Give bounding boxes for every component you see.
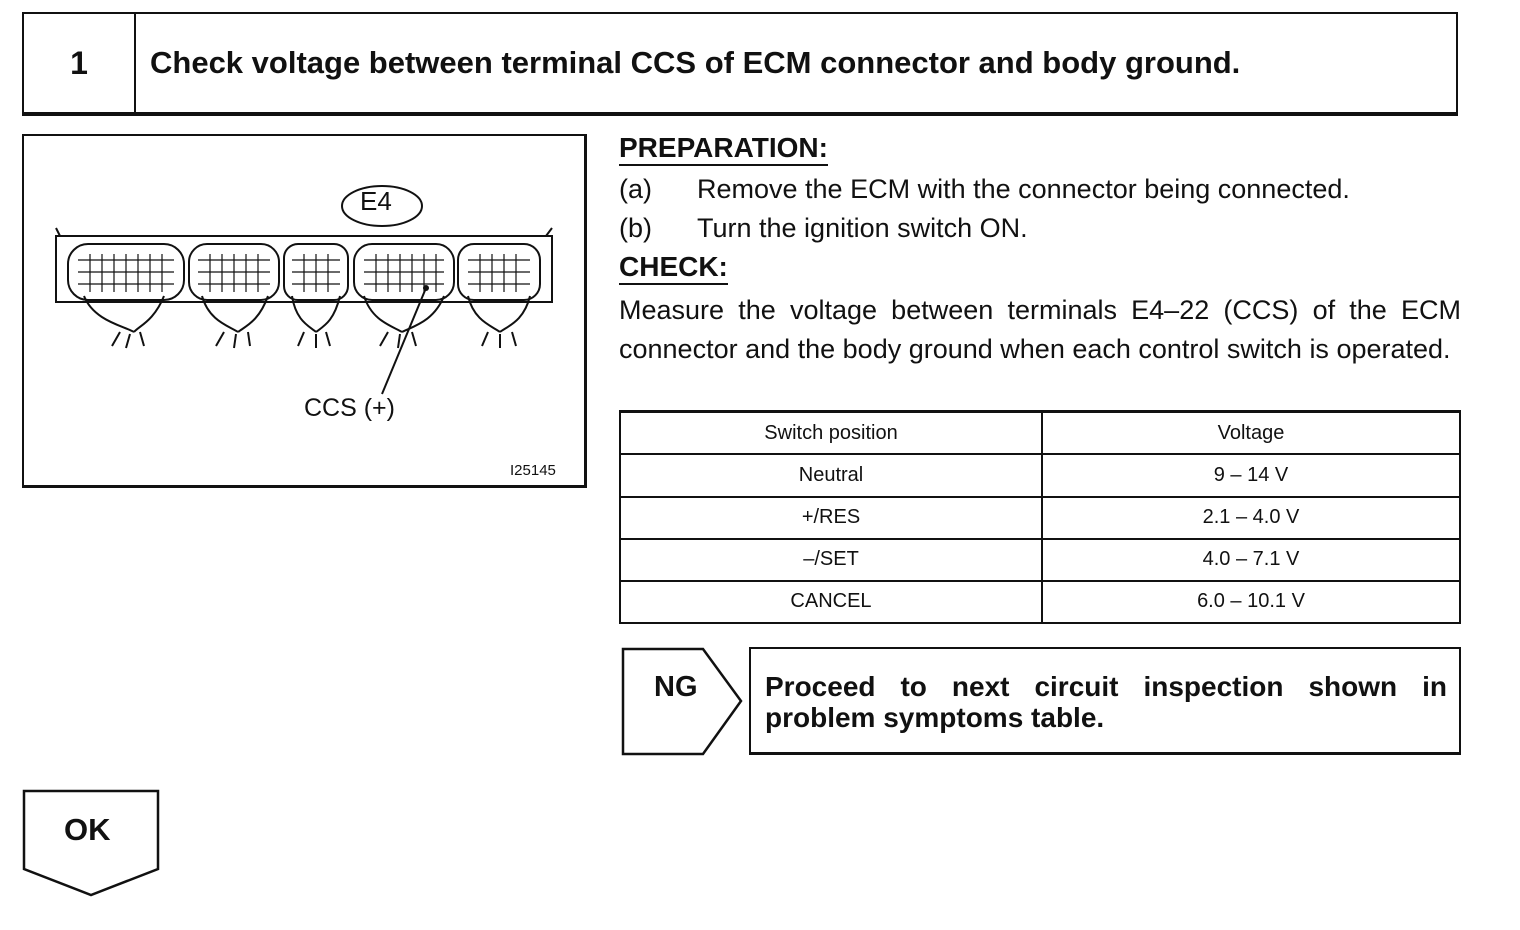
check-instruction: Measure the voltage between terminals E4–22 (CCS) of the ECM connector and the body ground when each control switch is operated. [619,295,1461,364]
table-row [620,581,1460,623]
ng-result-box [749,647,1461,755]
step-header [22,12,1458,116]
preparation-item [619,213,1028,243]
item-text: Turn the ignition switch ON. [697,213,1028,243]
step-title: Check voltage between terminal CCS of ECM connector and body ground. [150,45,1241,80]
ng-result-text: Proceed to next circuit inspection shown in problem symptoms table. [765,671,1447,733]
illustration-id: I25145 [510,462,556,479]
voltage-cell: 4.0 – 7.1 V [1042,539,1460,581]
ecm-connector-drawing [24,136,586,486]
item-marker: (a) [619,174,652,204]
column-header-switch-position: Switch position [620,412,1042,455]
table-row [620,454,1460,496]
item-marker: (b) [619,213,652,243]
ecm-connector-illustration [22,134,587,488]
ok-label: OK [64,812,111,847]
connector-label-e4: E4 [360,186,392,216]
preparation-heading: PREPARATION: [619,133,828,166]
item-text: Remove the ECM with the connector being connected. [697,174,1350,204]
table-header-row [620,412,1460,455]
voltage-cell: 9 – 14 V [1042,454,1460,496]
table-row [620,497,1460,539]
voltage-cell: 6.0 – 10.1 V [1042,581,1460,623]
step-number: 1 [24,14,136,112]
switch-position-cell: CANCEL [620,581,1042,623]
switch-position-cell: +/RES [620,497,1042,539]
voltage-spec-table [619,410,1461,624]
table-row [620,539,1460,581]
terminal-label-ccs: CCS (+) [304,394,395,422]
switch-position-cell: Neutral [620,454,1042,496]
column-header-voltage: Voltage [1042,412,1460,455]
voltage-cell: 2.1 – 4.0 V [1042,497,1460,539]
ng-label: NG [654,671,698,703]
preparation-item [619,174,1350,204]
switch-position-cell: –/SET [620,539,1042,581]
check-heading: CHECK: [619,252,728,285]
